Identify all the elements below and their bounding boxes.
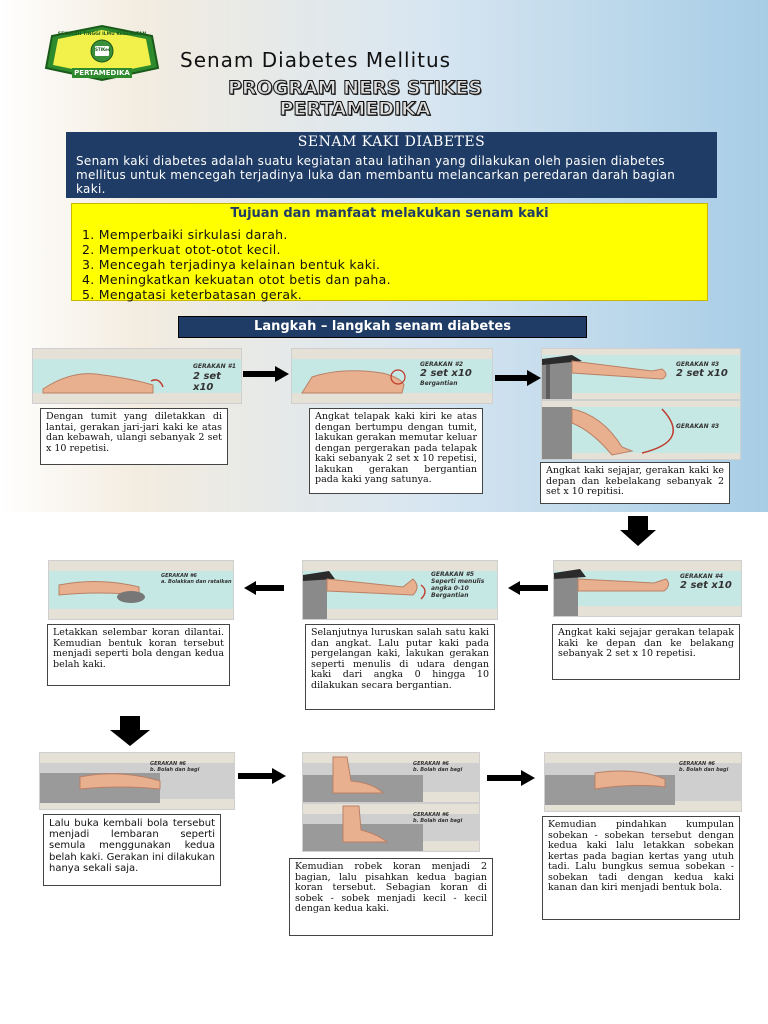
gerakan-reps: 2 set x10	[420, 368, 472, 379]
exercise-image-3b	[541, 400, 741, 460]
gerakan-label: GERAKAN #3	[676, 423, 720, 430]
exercise-image-6	[48, 560, 234, 620]
arrow-down-icon	[110, 716, 150, 746]
gerakan-label: GERAKAN #3	[676, 361, 720, 368]
step-description-1: Dengan tumit yang diletakkan di lantai, gerakan jari-jari kaki ke atas dan kebawah, ulangi sebanyak 2 set x 10 repetisi.	[40, 408, 228, 465]
poster-title: Senam Diabetes Mellitus	[180, 48, 452, 72]
gerakan-note: b. Bolah dan bagi	[413, 767, 463, 773]
goal-item: 1. Memperbaiki sirkulasi darah.	[82, 227, 288, 242]
arrow-left-icon	[508, 581, 548, 595]
gerakan-label: GERAKAN #2	[420, 361, 464, 368]
gerakan-note: angka 0-10	[431, 585, 469, 592]
gerakan-note: b. Bolah dan bagi	[413, 818, 463, 824]
step-description-6: Letakkan selembar koran dilantai. Kemudian bentuk koran tersebut menjadi seperti bola dengan kedua belah kaki.	[47, 624, 230, 686]
gerakan-note: Seperti menulis	[431, 578, 485, 585]
exercise-image-4	[553, 560, 742, 617]
exercise-image-7	[39, 752, 235, 810]
gerakan-reps: 2 set x10	[193, 371, 221, 393]
gerakan-label: GERAKAN #6	[679, 761, 715, 767]
gerakan-note: Bergantian	[431, 592, 469, 599]
gerakan-note: a. Bolakkan dan rataikan	[161, 579, 232, 585]
step-description-4: Angkat kaki sejajar gerakan telapak kaki ke depan dan ke belakang sebanyak 2 set x 10 repetisi.	[552, 624, 740, 680]
gerakan-label: GERAKAN #1	[193, 363, 237, 370]
arrow-right-icon	[243, 366, 289, 382]
gerakan-label: GERAKAN #6	[413, 812, 449, 818]
exercise-image-5	[302, 560, 498, 620]
goal-item: 3. Mencegah terjadinya kelainan bentuk kaki.	[82, 257, 381, 272]
stikes-logo	[44, 24, 160, 82]
step-description-2: Angkat telapak kaki kiri ke atas dengan bertumpu dengan tumit, lakukan gerakan memutar keluar dengan pergerakan pada telapak kaki sebanyak 2 set x 10 repetisi, lakukan gerakan bergantian pada kaki yang satunya.	[309, 408, 483, 494]
exercise-image-8b	[302, 803, 480, 852]
gerakan-label: GERAKAN #6	[150, 761, 186, 767]
gerakan-note: Bergantian	[420, 380, 458, 387]
foot-newspaper-illustration	[303, 753, 479, 802]
step-description-5: Selanjutnya luruskan salah satu kaki dan angkat. Lalu putar kaki pada pergelangan kaki, lakukan gerakan seperti menulis di udara dengan kaki dari angka 0 hingga 10 dilakukan secara bergantian.	[305, 624, 495, 710]
steps-heading: Langkah – langkah senam diabetes	[178, 316, 587, 338]
program-title-line2: PERTAMEDIKA	[279, 98, 431, 120]
logo-bottom-text: PERTAMEDIKA	[74, 69, 130, 77]
foot-newspaper-illustration	[303, 804, 479, 851]
logo-badge-text: STIKes	[95, 47, 111, 52]
gerakan-label: GERAKAN #4	[680, 573, 724, 580]
exercise-image-9	[544, 752, 742, 812]
foot-newspaper-illustration	[40, 753, 234, 809]
gerakan-reps: 2 set x10	[680, 580, 732, 591]
exercise-image-1	[32, 348, 242, 404]
definition-text: Senam kaki diabetes adalah suatu kegiatan atau latihan yang dilakukan oleh pasien diabetes mellitus untuk mencegah terjadinya luka dan membantu melancarkan peredaran darah bagian kaki.	[76, 154, 676, 196]
step-description-7: Lalu buka kembali bola tersebut menjadi lembaran seperti semula menggunakan kedua belah kaki. Gerakan ini dilakukan hanya sekali saja.	[43, 814, 221, 886]
goals-list	[82, 227, 707, 302]
goals-box	[71, 203, 708, 301]
exercise-image-8a	[302, 752, 480, 803]
step-description-8: Kemudian robek koran menjadi 2 bagian, lalu pisahkan kedua bagian koran tersebut. Sebagian koran di sobek - sobek menjadi kecil - kecil dengan kedua kaki.	[289, 858, 493, 936]
program-title-line1: PROGRAM NERS STIKES	[227, 77, 483, 99]
arrow-right-icon	[495, 370, 541, 386]
definition-box	[66, 132, 717, 198]
gerakan-reps: 2 set x10	[676, 368, 728, 379]
gerakan-label: GERAKAN #6	[161, 573, 197, 579]
definition-heading: SENAM KAKI DIABETES	[297, 134, 486, 150]
arrow-down-icon	[620, 516, 656, 546]
goals-heading: Tujuan dan manfaat melakukan senam kaki	[230, 206, 549, 221]
arrow-right-icon	[487, 770, 535, 786]
gerakan-label: GERAKAN #6	[413, 761, 449, 767]
logo-top-text: SEKOLAH TINGGI ILMU KESEHATAN	[57, 32, 147, 37]
gerakan-note: b. Bolah dan bagi	[150, 767, 200, 773]
arrow-right-icon	[238, 768, 286, 784]
step-description-3: Angkat kaki sejajar, gerakan kaki ke depan dan kebelakang sebanyak 2 set x 10 repitisi.	[540, 462, 730, 504]
arrow-left-icon	[244, 581, 284, 595]
exercise-image-3a	[541, 348, 741, 400]
goal-item: 5. Mengatasi keterbatasan gerak.	[82, 287, 303, 302]
step-description-9: Kemudian pindahkan kumpulan sobekan - sobekan tersebut dengan kedua kaki lalu letakkan sobekan kertas pada bagian kertas yang utuh tadi. Lalu bungkus semua sobekan - sobekan tadi dengan kedua kaki kanan dan kiri menjadi bentuk bola.	[542, 816, 740, 920]
foot-newspaper-illustration	[49, 561, 233, 619]
goal-item: 4. Meningkatkan kekuatan otot betis dan paha.	[82, 272, 391, 287]
leg-on-chair-illustration	[542, 401, 740, 459]
exercise-image-2	[291, 348, 493, 404]
program-title	[180, 78, 530, 120]
gerakan-note: b. Bolah dan bagi	[679, 767, 729, 773]
goal-item: 2. Memperkuat otot-otot kecil.	[82, 242, 281, 257]
gerakan-label: GERAKAN #5	[431, 571, 475, 578]
